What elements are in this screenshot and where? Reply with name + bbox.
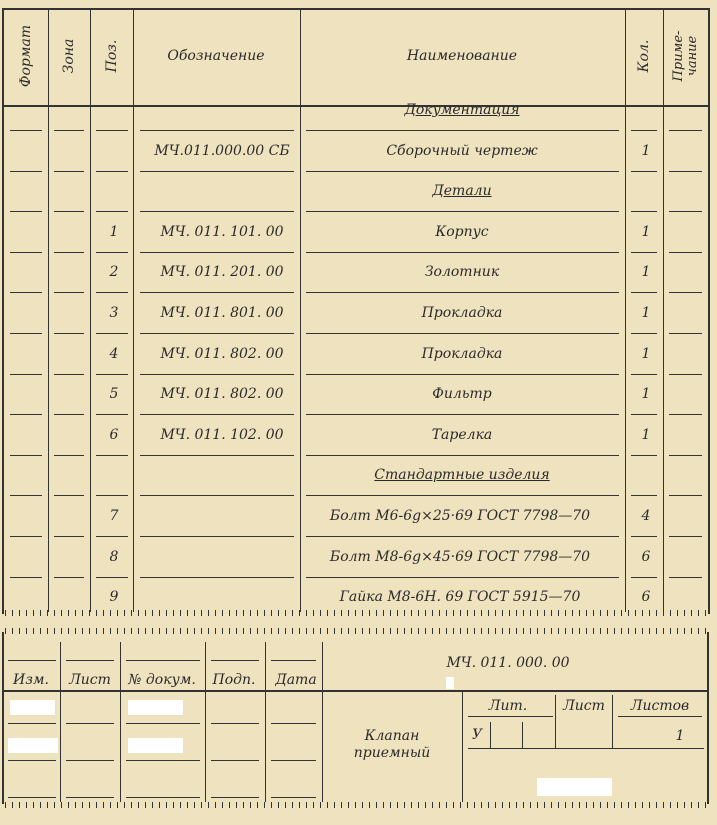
row-line — [306, 536, 619, 537]
row-line — [631, 130, 657, 131]
column-divider — [265, 642, 266, 802]
row-line — [306, 414, 619, 415]
row-line — [631, 495, 657, 496]
row-qty: 1 — [641, 426, 651, 443]
header-pos: Поз. — [104, 39, 120, 73]
row-line — [631, 536, 657, 537]
wavy-break-top — [2, 628, 710, 634]
label-lit: Лит. — [488, 698, 528, 714]
row-line — [306, 211, 619, 212]
column-divider — [612, 695, 613, 748]
row-line — [271, 660, 316, 661]
row-line — [140, 414, 294, 415]
section-heading: Детали — [432, 183, 492, 200]
label-doc: № докум. — [128, 672, 196, 688]
product-title: Клапан приемный — [353, 728, 431, 761]
lit-value: У — [471, 727, 483, 743]
document-code: МЧ. 011. 000. 00 — [446, 655, 570, 671]
row-line — [10, 536, 42, 537]
row-line — [669, 414, 702, 415]
row-line — [669, 292, 702, 293]
row-line — [96, 455, 128, 456]
row-line — [631, 252, 657, 253]
row-line — [211, 797, 259, 798]
row-line — [10, 455, 42, 456]
column-divider — [60, 642, 61, 802]
row-line — [54, 333, 84, 334]
row-name: Прокладка — [421, 345, 503, 362]
row-line — [54, 414, 84, 415]
row-line — [468, 716, 553, 717]
sheets-value: 1 — [675, 728, 685, 744]
row-name: Гайка М8-6Н. 69 ГОСТ 5915—70 — [339, 589, 581, 606]
row-line — [10, 495, 42, 496]
row-designation: МЧ. 011. 201. 00 — [160, 264, 284, 281]
row-line — [54, 252, 84, 253]
row-line — [66, 760, 114, 761]
row-line — [10, 292, 42, 293]
redacted-area — [128, 738, 183, 753]
row-line — [306, 292, 619, 293]
row-line — [10, 171, 42, 172]
row-name: Корпус — [435, 223, 489, 240]
label-list: Лист — [69, 672, 111, 688]
row-line — [669, 252, 702, 253]
row-pos: 5 — [109, 386, 119, 403]
row-line — [10, 130, 42, 131]
row-line — [96, 577, 128, 578]
header-format: Формат — [18, 24, 34, 88]
label-sheets: Листов — [630, 698, 690, 714]
row-line — [631, 577, 657, 578]
row-line — [306, 252, 619, 253]
row-line — [306, 577, 619, 578]
column-divider — [133, 8, 134, 612]
row-line — [669, 577, 702, 578]
row-qty: 1 — [641, 386, 651, 403]
row-line — [669, 130, 702, 131]
row-line — [66, 797, 114, 798]
row-line — [96, 333, 128, 334]
row-line — [140, 333, 294, 334]
column-divider — [663, 8, 664, 612]
row-line — [306, 495, 619, 496]
row-line — [631, 333, 657, 334]
row-line — [10, 414, 42, 415]
row-line — [54, 374, 84, 375]
row-designation: МЧ. 011. 802. 00 — [160, 386, 284, 403]
column-divider — [522, 722, 523, 748]
row-line — [54, 171, 84, 172]
row-name: Тарелка — [431, 426, 493, 443]
row-line — [126, 660, 200, 661]
redacted-area — [8, 738, 58, 753]
column-divider — [90, 8, 91, 612]
row-qty: 4 — [641, 508, 651, 524]
row-line — [66, 723, 114, 724]
redacted-area — [537, 778, 612, 796]
row-qty: 1 — [641, 223, 651, 240]
column-divider — [462, 690, 463, 802]
row-line — [631, 374, 657, 375]
row-pos: 7 — [109, 508, 119, 524]
row-line — [54, 577, 84, 578]
row-line — [140, 292, 294, 293]
row-pos: 9 — [109, 589, 119, 606]
section-heading: Документация — [404, 102, 520, 118]
row-designation: МЧ. 011. 101. 00 — [160, 223, 284, 240]
row-line — [271, 797, 316, 798]
row-line — [10, 374, 42, 375]
row-line — [306, 374, 619, 375]
wavy-break-bottom — [2, 802, 710, 808]
row-line — [96, 292, 128, 293]
column-divider — [625, 8, 626, 612]
row-line — [669, 374, 702, 375]
row-qty: 1 — [641, 264, 651, 281]
row-line — [271, 760, 316, 761]
row-pos: 2 — [109, 264, 119, 281]
row-line — [140, 130, 294, 131]
row-line — [306, 171, 619, 172]
row-line — [669, 211, 702, 212]
row-name: Болт М8-6g×45·69 ГОСТ 7798—70 — [329, 548, 591, 565]
row-qty: 6 — [641, 589, 651, 606]
row-line — [126, 723, 200, 724]
row-line — [669, 495, 702, 496]
row-line — [10, 577, 42, 578]
row-line — [306, 333, 619, 334]
row-line — [631, 414, 657, 415]
row-line — [618, 716, 702, 717]
header-zone: Зона — [61, 38, 77, 74]
row-line — [140, 211, 294, 212]
row-line — [211, 660, 259, 661]
row-line — [96, 252, 128, 253]
header-divider — [2, 105, 708, 107]
row-designation: МЧ.011.000.00 СБ — [154, 142, 290, 159]
row-line — [10, 333, 42, 334]
section-heading: Стандартные изделия — [374, 467, 550, 484]
row-line — [8, 760, 56, 761]
header-qty: Кол. — [636, 39, 652, 73]
row-designation: МЧ. 011. 801. 00 — [160, 305, 284, 321]
row-line — [140, 455, 294, 456]
row-line — [8, 723, 56, 724]
row-designation: МЧ. 011. 802. 00 — [160, 345, 284, 362]
row-line — [140, 171, 294, 172]
redacted-area — [10, 700, 55, 715]
header-name: Наименование — [406, 48, 518, 64]
row-line — [96, 414, 128, 415]
redacted-area — [446, 677, 454, 689]
row-line — [271, 723, 316, 724]
column-divider — [490, 722, 491, 748]
header-note: Приме- чание — [671, 30, 700, 82]
row-line — [96, 211, 128, 212]
row-line — [669, 455, 702, 456]
row-line — [669, 536, 702, 537]
row-line — [631, 211, 657, 212]
row-line — [54, 211, 84, 212]
row-line — [631, 292, 657, 293]
row-line — [54, 292, 84, 293]
row-line — [126, 760, 200, 761]
row-line — [54, 130, 84, 131]
column-divider — [120, 642, 121, 802]
row-line — [468, 748, 704, 749]
row-line — [10, 211, 42, 212]
row-name: Золотник — [424, 264, 500, 281]
row-line — [669, 333, 702, 334]
row-pos: 6 — [109, 426, 119, 443]
row-name: Фильтр — [432, 386, 492, 403]
row-line — [211, 723, 259, 724]
row-name: Болт М6-6g×25·69 ГОСТ 7798—70 — [329, 508, 591, 524]
title-divider — [2, 690, 707, 692]
row-name: Сборочный чертеж — [386, 142, 538, 159]
row-line — [8, 797, 56, 798]
row-line — [96, 536, 128, 537]
row-designation: МЧ. 011. 102. 00 — [160, 426, 284, 443]
row-pos: 4 — [109, 345, 119, 362]
row-line — [96, 171, 128, 172]
row-line — [211, 760, 259, 761]
row-line — [66, 660, 114, 661]
row-line — [140, 374, 294, 375]
wavy-break-line — [2, 610, 710, 616]
row-pos: 8 — [109, 548, 119, 565]
row-line — [140, 495, 294, 496]
label-date: Дата — [275, 672, 317, 688]
column-divider — [48, 8, 49, 612]
label-izm: Изм. — [13, 672, 49, 688]
header-designation: Обозначение — [167, 48, 265, 64]
row-pos: 1 — [109, 223, 119, 240]
row-pos: 3 — [109, 305, 119, 321]
row-line — [126, 797, 200, 798]
row-line — [669, 171, 702, 172]
column-divider — [205, 642, 206, 802]
row-line — [54, 536, 84, 537]
column-divider — [555, 695, 556, 748]
row-qty: 1 — [641, 305, 651, 321]
row-line — [140, 252, 294, 253]
row-qty: 1 — [641, 142, 651, 159]
row-line — [140, 577, 294, 578]
row-line — [96, 374, 128, 375]
row-line — [140, 536, 294, 537]
row-line — [96, 495, 128, 496]
row-line — [631, 171, 657, 172]
row-line — [10, 252, 42, 253]
row-line — [54, 455, 84, 456]
label-sheet: Лист — [563, 698, 605, 714]
row-line — [96, 130, 128, 131]
row-line — [306, 130, 619, 131]
column-divider — [322, 642, 323, 802]
row-name: Прокладка — [421, 305, 503, 321]
row-line — [54, 495, 84, 496]
label-sign: Подп. — [212, 672, 256, 688]
redacted-area — [128, 700, 183, 715]
row-qty: 6 — [641, 548, 651, 565]
column-divider — [300, 8, 301, 612]
row-line — [306, 455, 619, 456]
row-qty: 1 — [641, 345, 651, 362]
row-line — [631, 455, 657, 456]
row-line — [8, 660, 56, 661]
